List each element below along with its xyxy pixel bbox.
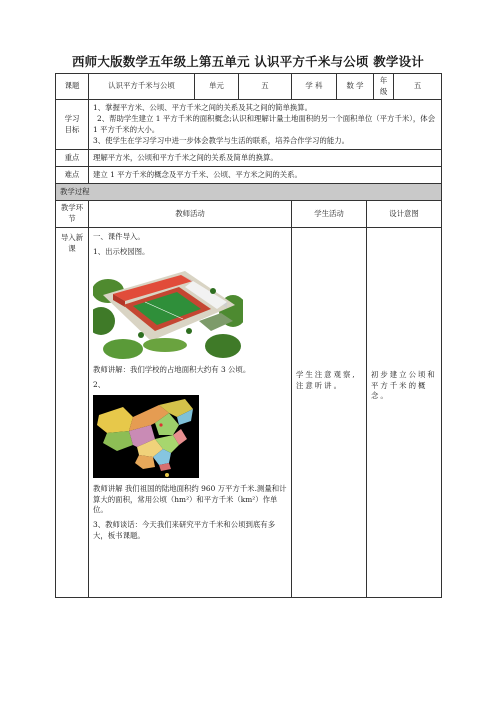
header-teacher: 教师活动	[89, 201, 292, 227]
difficulty-text: 建立 1 平方千米的概念及平方千米、公顷、平方米之间的关系。	[89, 167, 442, 184]
goal-item: 1、掌握平方米、公顷、平方千米之间的关系及其之间的简单换算。	[93, 103, 313, 113]
process-section-label: 教学过程	[56, 184, 442, 201]
goals-label-line1: 学习	[64, 114, 80, 124]
difficulty-row	[56, 167, 442, 184]
process-section-row	[56, 184, 442, 201]
header-stage: 教学环节	[56, 201, 89, 227]
goals-label	[56, 100, 89, 150]
unit-value: 五	[239, 74, 292, 100]
lesson-plan-table	[55, 73, 442, 598]
teacher-line: 1、出示校园图。	[93, 246, 150, 256]
header-student: 学生活动	[292, 201, 367, 227]
teacher-line: 2、	[93, 380, 106, 390]
topic-value: 认识平方千米与公顷	[89, 74, 195, 100]
process-header-row	[56, 201, 442, 227]
header-intent: 设计意图	[367, 201, 442, 227]
grade-label: 年 级	[374, 74, 394, 100]
teacher-line: 3、教师谈话：今天我们来研究平方千米和公顷到底有多大，板书课题。	[93, 520, 276, 540]
teacher-line: 教师讲解：我们学校的占地面积大约有 3 公顷。	[93, 365, 251, 375]
china-map-image	[93, 395, 199, 478]
subject-label: 学 科	[292, 74, 337, 100]
difficulty-label: 难点	[56, 167, 89, 184]
teacher-line: 一、课件导入。	[93, 231, 145, 241]
grade-value: 五	[394, 74, 442, 100]
campus-image	[93, 261, 243, 359]
topic-label: 课题	[56, 74, 89, 100]
design-intent: 初步建立公顷和平方千米的概念。	[367, 227, 442, 597]
unit-label: 单元	[195, 74, 239, 100]
goals-row	[56, 100, 442, 150]
key-point-text: 理解平方米，公顷和平方千米之间的关系及简单的换算。	[89, 150, 442, 167]
teacher-line: 教师讲解 我们祖国的陆地面积约 960 万平方千米.测量和计算大的面积，常用公顷（hm²）和平方千米（km²）作单位。	[93, 483, 287, 515]
teacher-activity	[89, 227, 292, 597]
goals-content	[89, 100, 442, 150]
goal-item: 3、使学生在学习学习中进一步体会教学与生活的联系，培养合作学习的能力。	[93, 135, 349, 145]
student-activity: 学生注意观察,注意听讲。	[292, 227, 367, 597]
key-point-row	[56, 150, 442, 167]
stage-name: 导入新课	[56, 227, 89, 597]
goal-item: 2、帮助学生建立 1 平方千米的面积概念;认识和理解计量土地面积的另一个面积单位（平方千米），体会 1 平方千米的大小。	[93, 114, 436, 134]
subject-value: 数 学	[337, 74, 374, 100]
key-point-label: 重点	[56, 150, 89, 167]
goals-label-line2: 目标	[64, 124, 80, 134]
process-row	[56, 227, 442, 597]
document-title: 西师大版数学五年级上第五单元 认识平方千米与公顷 教学设计	[71, 54, 424, 69]
info-row	[56, 74, 442, 100]
